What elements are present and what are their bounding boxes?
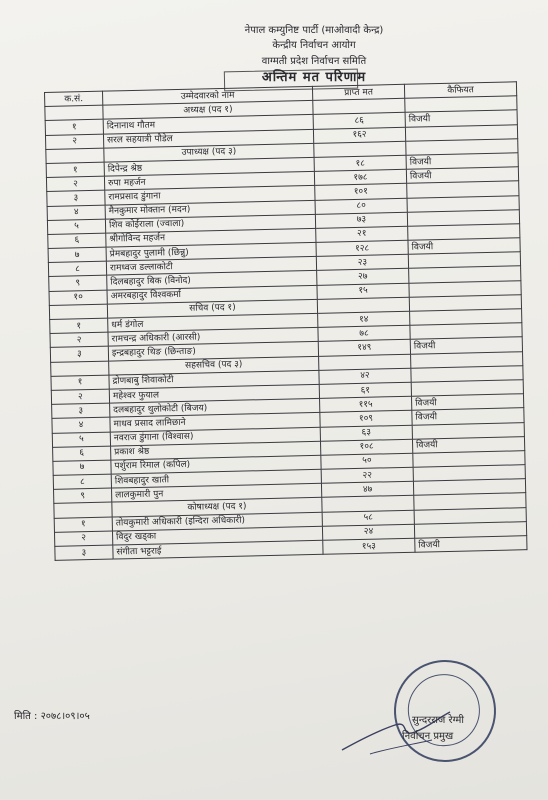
remark-cell: विजयी xyxy=(406,167,518,184)
serial-cell: १ xyxy=(45,120,103,135)
candidate-name-cell: दिलबहादुर बिक (विनोद) xyxy=(107,271,317,290)
committee-name: वाग्मती प्रदेश निर्वाचन समिति xyxy=(261,56,367,67)
votes-cell: १५ xyxy=(317,283,409,299)
serial-cell: ३ xyxy=(55,545,113,560)
section-heading: अध्यक्ष (पद १) xyxy=(103,101,313,120)
votes-cell: ७३ xyxy=(315,212,407,228)
serial-cell: १ xyxy=(54,517,112,532)
votes-cell: ११५ xyxy=(320,396,412,412)
candidate-name-cell: द्रोणबाबु शिवाकोटी xyxy=(109,370,319,389)
serial-cell: २ xyxy=(51,389,109,404)
votes-cell: २३ xyxy=(316,255,408,271)
remark-cell: विजयी xyxy=(410,337,522,354)
serial-cell: २ xyxy=(46,176,104,191)
votes-cell: २७ xyxy=(317,269,409,285)
candidate-name-cell: माधव प्रसाद लामिछाने xyxy=(110,413,320,432)
page-title: अन्तिम मत परिणाम xyxy=(261,70,367,85)
section-heading: सचिव (पद १) xyxy=(107,299,317,318)
candidate-name-cell: इन्द्रबहादुर थिङ (छिन्ताङ) xyxy=(108,342,318,361)
candidate-name-cell: सरल सहयात्री पौडेल xyxy=(103,129,313,148)
section-spacer-cell xyxy=(49,304,107,319)
remark-cell: विजयी xyxy=(412,436,524,453)
serial-cell: ५ xyxy=(47,219,105,234)
section-heading: कोषाध्यक्ष (पद १) xyxy=(112,498,322,517)
votes-cell: ५० xyxy=(321,453,413,469)
section-heading: उपाध्यक्ष (पद ३) xyxy=(104,143,314,162)
serial-cell: ५ xyxy=(52,432,110,447)
remark-cell: विजयी xyxy=(405,110,517,127)
serial-cell: ९ xyxy=(49,276,107,291)
document-date: मिति : २०७८।०९।०५ xyxy=(14,711,90,722)
column-header-serial: क.सं. xyxy=(45,91,103,106)
results-body xyxy=(45,96,527,561)
serial-cell: १ xyxy=(50,318,108,333)
serial-cell: ४ xyxy=(52,417,110,432)
serial-cell: २ xyxy=(45,134,103,149)
candidate-name-cell: नवराज डुंगाना (विश्वास) xyxy=(110,427,320,446)
remark-cell: विजयी xyxy=(415,536,527,553)
votes-cell: १०१ xyxy=(315,184,407,200)
section-spacer-cell xyxy=(46,148,104,163)
serial-cell: ४ xyxy=(47,205,105,220)
candidate-name-cell: रामचन्द्र अधिकारी (आरसी) xyxy=(108,328,318,347)
serial-cell: ९ xyxy=(54,488,112,503)
candidate-name-cell: लालकुमारी पुन xyxy=(112,484,322,503)
column-header-name: उम्मेदवारको नाम xyxy=(102,86,312,105)
votes-cell: १५३ xyxy=(323,538,415,554)
candidate-name-cell: पर्शुराम रिमाल (कपिल) xyxy=(111,455,321,474)
serial-cell: ७ xyxy=(53,460,111,475)
serial-cell: १ xyxy=(51,375,109,390)
candidate-name-cell: प्रकाश श्रेष्ठ xyxy=(111,441,321,460)
candidate-name-cell: दलबहादुर थुलोकोटी (बिजय) xyxy=(110,398,320,417)
commission-name: केन्द्रीय निर्वाचन आयोग xyxy=(272,40,356,51)
signatory-name: सुन्दरराज रेग्मी xyxy=(412,715,464,726)
candidate-name-cell: धर्म डंगोल xyxy=(108,313,318,332)
serial-cell: ८ xyxy=(53,474,111,489)
signatory-title: निर्वाचन प्रमुख xyxy=(402,731,454,742)
votes-cell: ४७ xyxy=(321,481,413,497)
results-table xyxy=(44,81,528,561)
serial-cell: ८ xyxy=(48,261,106,276)
section-heading: सहसचिव (पद ३) xyxy=(109,356,319,375)
votes-cell: ४२ xyxy=(319,368,411,384)
votes-cell: १४९ xyxy=(318,340,410,356)
serial-cell: १ xyxy=(46,162,104,177)
votes-cell: १४ xyxy=(318,311,410,327)
candidate-name-cell: रामध्वज डल्लाकोटी xyxy=(106,257,316,276)
serial-cell: ६ xyxy=(48,233,106,248)
column-header-remark: कैफियत xyxy=(404,82,516,99)
votes-cell: ७८ xyxy=(318,325,410,341)
section-spacer-cell xyxy=(45,105,103,120)
candidate-name-cell: तोयकुमारी अधिकारी (इन्दिरा अधिकारी) xyxy=(112,512,322,531)
votes-cell: १६२ xyxy=(313,127,405,143)
candidate-name-cell: रुपा महर्जन xyxy=(104,172,314,191)
serial-cell: ३ xyxy=(47,190,105,205)
candidate-name-cell: मैनकुमार मोक्तान (मदन) xyxy=(105,200,315,219)
votes-cell: ६१ xyxy=(319,382,411,398)
votes-cell: ६३ xyxy=(320,425,412,441)
remark-cell: विजयी xyxy=(412,408,524,425)
candidate-name-cell: संगीता भट्टराई xyxy=(113,540,323,559)
serial-cell: २ xyxy=(50,332,108,347)
votes-cell: १०८ xyxy=(320,439,412,455)
votes-cell: ५८ xyxy=(322,510,414,526)
serial-cell: १० xyxy=(49,290,107,305)
serial-cell: २ xyxy=(54,531,112,546)
votes-cell: २४ xyxy=(322,524,414,540)
votes-cell: ८६ xyxy=(313,113,405,129)
candidate-name-cell: प्रेमबहादुर पुलामी (छिन्नु) xyxy=(106,242,316,261)
candidate-name-cell: महेश्वर फुयाल xyxy=(109,384,319,403)
section-spacer-cell xyxy=(51,361,109,376)
section-spacer-cell xyxy=(54,503,112,518)
candidate-name-cell: शिव कोईराला (ज्वाला) xyxy=(105,214,315,233)
candidate-name-cell: दिपेन्द्र श्रेष्ठ xyxy=(104,157,314,176)
candidate-name-cell: श्रीगोविन्द महर्जन xyxy=(106,228,316,247)
votes-cell: १८ xyxy=(314,155,406,171)
serial-cell: ६ xyxy=(53,446,111,461)
votes-cell: २२ xyxy=(321,467,413,483)
votes-cell: २१ xyxy=(316,226,408,242)
votes-cell: १०९ xyxy=(320,411,412,427)
candidate-name-cell: अमरबहादुर विश्वकर्मा xyxy=(107,285,317,304)
remark-cell: विजयी xyxy=(408,238,520,255)
votes-cell: ८० xyxy=(315,198,407,214)
votes-cell: १२८ xyxy=(316,240,408,256)
candidate-name-cell: शिवबहादुर खाती xyxy=(111,469,321,488)
candidate-name-cell: विदुर खड्का xyxy=(112,526,322,545)
remark-cell: विजयी xyxy=(406,153,518,170)
serial-cell: ३ xyxy=(50,346,108,361)
remark-cell: विजयी xyxy=(411,394,523,411)
serial-cell: ७ xyxy=(48,247,106,262)
party-name: नेपाल कम्युनिष्ट पार्टी (माओवादी केन्द्र) xyxy=(244,25,384,36)
votes-cell: १७८ xyxy=(314,169,406,185)
column-header-votes: प्राप्त मत xyxy=(312,84,404,100)
candidate-name-cell: रामप्रसाद डुंगाना xyxy=(105,186,315,205)
candidate-name-cell: दिनानाथ गौतम xyxy=(103,115,313,134)
serial-cell: ३ xyxy=(52,403,110,418)
